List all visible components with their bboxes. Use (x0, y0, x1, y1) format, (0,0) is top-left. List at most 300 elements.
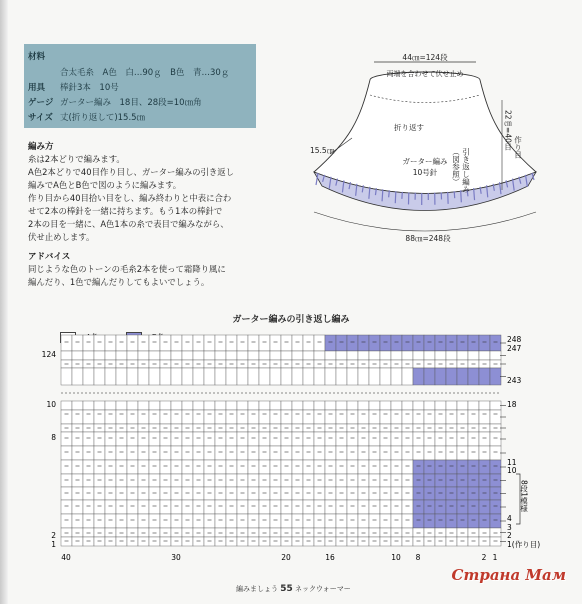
chart-cell (259, 368, 270, 385)
chart-cell (292, 401, 303, 410)
chart-cell (424, 335, 435, 351)
chart-cell (61, 500, 72, 514)
chart-cell (468, 401, 479, 410)
chart-cell (435, 410, 446, 424)
chart-cell (336, 528, 347, 537)
chart-cell (325, 528, 336, 537)
materials-size: サイズ 丈(折り返して)15.5㎝ (28, 113, 146, 123)
chart-cell (358, 487, 369, 500)
chart-cell (94, 500, 105, 514)
chart-cell (336, 335, 347, 351)
chart-cell (127, 446, 138, 460)
chart-cell (446, 460, 457, 474)
chart-cell (105, 514, 116, 528)
chart-cell (457, 351, 468, 360)
chart-cell (94, 432, 105, 446)
chart-cell (380, 351, 391, 360)
method-line: 作り目から40目拾い目をし、編み終わりと中表に合わ (28, 193, 232, 203)
column-number: 30 (171, 553, 181, 562)
chart-cell (61, 487, 72, 500)
chart-cell (116, 528, 127, 537)
chart-cell (435, 460, 446, 474)
chart-cell (446, 514, 457, 528)
fold-label: 折り返す (394, 123, 424, 132)
chart-cell (391, 537, 402, 546)
chart-cell (193, 401, 204, 410)
chart-cell (413, 487, 424, 500)
column-number: 20 (281, 553, 291, 562)
chart-cell (281, 460, 292, 474)
chart-cell (193, 514, 204, 528)
chart-cell (446, 410, 457, 424)
chart-cell (149, 474, 160, 487)
chart-cell (171, 537, 182, 546)
right-cast-on-label: 作り目 (513, 136, 523, 159)
right-dimension-label: 22㎝=40目 (503, 110, 513, 151)
chart-cell (83, 368, 94, 385)
chart-cell (94, 351, 105, 360)
chart-cell (138, 446, 149, 460)
chart-cell (94, 487, 105, 500)
row-number-right: 247 (507, 344, 522, 353)
chart-cell (292, 528, 303, 537)
chart-cell (402, 514, 413, 528)
chart-cell (314, 351, 325, 360)
method-line: 伏せ止めします。 (28, 232, 95, 242)
chart-cell (270, 432, 281, 446)
chart-cell (479, 514, 490, 528)
chart-cell (248, 514, 259, 528)
chart-cell (248, 351, 259, 360)
chart-cell (413, 500, 424, 514)
chart-cell (391, 460, 402, 474)
chart-cell (138, 335, 149, 351)
chart-cell (347, 351, 358, 360)
chart-cell (358, 474, 369, 487)
chart-cell (127, 474, 138, 487)
chart-cell (292, 474, 303, 487)
chart-cell (171, 351, 182, 360)
chart-cell (171, 528, 182, 537)
chart-cell (226, 528, 237, 537)
chart-cell (424, 514, 435, 528)
chart-cell (303, 460, 314, 474)
chart-cell (435, 537, 446, 546)
chart-cell (325, 368, 336, 385)
chart-cell (303, 351, 314, 360)
chart-cell (435, 474, 446, 487)
chart-cell (358, 500, 369, 514)
row-number-left: 2 (51, 531, 56, 540)
chart-cell (479, 474, 490, 487)
chart-cell (369, 410, 380, 424)
chart-cell (116, 368, 127, 385)
chart-cell (237, 410, 248, 424)
chart-cell (149, 537, 160, 546)
row-number-right: 18 (507, 400, 517, 409)
chart-cell (204, 487, 215, 500)
chart-title: ガーター編みの引き返し編み (232, 315, 350, 325)
chart-cell (457, 460, 468, 474)
chart-cell (413, 446, 424, 460)
chart-cell (259, 446, 270, 460)
chart-cell (270, 351, 281, 360)
chart-cell (281, 368, 292, 385)
chart-cell (259, 432, 270, 446)
chart-cell (149, 335, 160, 351)
chart-cell (336, 410, 347, 424)
chart-cell (325, 460, 336, 474)
chart-cell (83, 335, 94, 351)
chart-cell (193, 368, 204, 385)
chart-cell (402, 410, 413, 424)
chart-cell (215, 528, 226, 537)
column-number: 16 (325, 553, 335, 562)
chart-cell (490, 351, 501, 360)
chart-cell (457, 514, 468, 528)
chart-cell (171, 487, 182, 500)
chart-cell (457, 410, 468, 424)
chart-cell (314, 514, 325, 528)
chart-cell (347, 446, 358, 460)
chart-cell (237, 446, 248, 460)
chart-cell (281, 528, 292, 537)
chart-cell (204, 446, 215, 460)
chart-cell (83, 446, 94, 460)
chart-cell (325, 401, 336, 410)
chart-cell (160, 432, 171, 446)
chart-cell (446, 487, 457, 500)
chart-cell (248, 500, 259, 514)
chart-cell (479, 487, 490, 500)
chart-cell (160, 368, 171, 385)
chart-cell (127, 537, 138, 546)
chart-cell (204, 335, 215, 351)
chart-cell (270, 368, 281, 385)
chart-cell (204, 432, 215, 446)
chart-cell (204, 368, 215, 385)
chart-cell (424, 537, 435, 546)
chart-cell (160, 335, 171, 351)
chart-cell (72, 368, 83, 385)
chart-cell (281, 474, 292, 487)
chart-cell (424, 351, 435, 360)
chart-cell (270, 474, 281, 487)
chart-cell (204, 410, 215, 424)
chart-cell (369, 487, 380, 500)
chart-cell (358, 528, 369, 537)
center-stitch-label: ガーター編み (402, 157, 448, 166)
chart-cell (61, 432, 72, 446)
chart-cell (171, 460, 182, 474)
chart-cell (490, 537, 501, 546)
chart-cell (83, 487, 94, 500)
hem-stripe (395, 191, 396, 203)
chart-cell (292, 487, 303, 500)
chart-cell (479, 368, 490, 385)
chart-cell (116, 432, 127, 446)
chart-cell (446, 351, 457, 360)
chart-cell (171, 500, 182, 514)
chart-cell (446, 335, 457, 351)
chart-cell (259, 500, 270, 514)
chart-cell (435, 514, 446, 528)
needle-label: 10号針 (412, 168, 438, 177)
chart-cell (336, 487, 347, 500)
chart-cell (424, 500, 435, 514)
chart-cell (391, 401, 402, 410)
chart-cell (490, 474, 501, 487)
chart-cell (424, 401, 435, 410)
chart-cell (105, 432, 116, 446)
chart-cell (226, 410, 237, 424)
chart-cell (149, 446, 160, 460)
row-number-right: 10 (507, 466, 517, 475)
hem-stripe (382, 189, 383, 201)
method-title: 編み方 (28, 142, 54, 152)
chart-cell (105, 351, 116, 360)
chart-cell (193, 460, 204, 474)
chart-cell (248, 432, 259, 446)
row-number-right: 1(作り目) (507, 540, 541, 549)
chart-cell (105, 446, 116, 460)
chart-cell (402, 528, 413, 537)
materials-gauge: ゲージ ガーター編み 18目、28段=10㎝角 (28, 98, 202, 108)
chart-cell (149, 514, 160, 528)
chart-cell (369, 401, 380, 410)
chart-cell (446, 528, 457, 537)
chart-cell (446, 446, 457, 460)
chart-cell (204, 351, 215, 360)
row-number-right: 248 (507, 335, 522, 344)
chart-cell (83, 528, 94, 537)
chart-cell (347, 460, 358, 474)
chart-cell (94, 446, 105, 460)
chart-cell (402, 368, 413, 385)
chart-cell (215, 432, 226, 446)
method-line: せて2本の棒針を一緒に持ちます。もう1本の棒針で (28, 206, 223, 216)
chart-cell (281, 401, 292, 410)
chart-cell (182, 368, 193, 385)
chart-cell (402, 474, 413, 487)
chart-cell (259, 351, 270, 360)
materials-yarn: 合太毛糸 A色 白…90ｇ B色 青…30ｇ (60, 68, 230, 78)
chart-cell (413, 410, 424, 424)
row-number-left: 10 (46, 400, 56, 409)
chart-cell (391, 446, 402, 460)
chart-cell (424, 410, 435, 424)
chart-cell (358, 460, 369, 474)
chart-cell (193, 351, 204, 360)
chart-cell (127, 335, 138, 351)
hem-stripe (389, 190, 390, 197)
chart-cell (391, 410, 402, 424)
chart-cell (72, 537, 83, 546)
chart-cell (171, 514, 182, 528)
chart-cell (182, 528, 193, 537)
chart-cell (292, 460, 303, 474)
row-number-left: 1 (51, 540, 56, 549)
chart-cell (358, 351, 369, 360)
chart-cell (127, 460, 138, 474)
chart-cell (270, 528, 281, 537)
chart-cell (105, 335, 116, 351)
chart-cell (490, 368, 501, 385)
chart-cell (138, 432, 149, 446)
repeat-label: 8段1模様 (519, 480, 529, 513)
chart-cell (358, 335, 369, 351)
chart-cell (391, 474, 402, 487)
column-number: 8 (415, 553, 421, 562)
chart-cell (347, 368, 358, 385)
chart-cell (226, 446, 237, 460)
chart-cell (336, 537, 347, 546)
chart-cell (314, 460, 325, 474)
advice-line: 同じような色のトーンの毛糸2本を使って霜降り風に (28, 264, 226, 274)
chart-cell (413, 351, 424, 360)
chart-cell (215, 487, 226, 500)
site-watermark: Страна Мам (451, 566, 566, 584)
chart-cell (435, 487, 446, 500)
chart-cell (490, 460, 501, 474)
chart-cell (237, 528, 248, 537)
chart-cell (116, 514, 127, 528)
chart-cell (281, 446, 292, 460)
chart-cell (369, 500, 380, 514)
chart-cell (226, 401, 237, 410)
chart-cell (193, 500, 204, 514)
chart-cell (281, 335, 292, 351)
chart-cell (314, 528, 325, 537)
chart-cell (72, 474, 83, 487)
chart-cell (83, 474, 94, 487)
chart-cell (468, 446, 479, 460)
chart-cell (281, 537, 292, 546)
chart-cell (83, 410, 94, 424)
chart-cell (171, 368, 182, 385)
chart-cell (347, 401, 358, 410)
chart-cell (424, 528, 435, 537)
chart-cell (149, 401, 160, 410)
chart-cell (490, 335, 501, 351)
chart-cell (149, 487, 160, 500)
chart-cell (424, 432, 435, 446)
chart-cell (325, 500, 336, 514)
top-note-label: 両端を合わせて伏せ止め (386, 70, 464, 78)
chart-cell (83, 537, 94, 546)
chart-cell (270, 335, 281, 351)
chart-cell (215, 401, 226, 410)
chart-cell (468, 474, 479, 487)
chart-cell (303, 410, 314, 424)
chart-cell (369, 351, 380, 360)
chart-cell (479, 432, 490, 446)
chart-cell (160, 460, 171, 474)
chart-cell (215, 368, 226, 385)
chart-cell (358, 432, 369, 446)
chart-cell (479, 335, 490, 351)
chart-cell (435, 528, 446, 537)
chart-cell (314, 432, 325, 446)
advice-title: アドバイス (28, 252, 71, 262)
chart-cell (248, 401, 259, 410)
chart-cell (61, 335, 72, 351)
chart-cell (116, 474, 127, 487)
chart-cell (270, 500, 281, 514)
chart-cell (490, 401, 501, 410)
chart-cell (303, 432, 314, 446)
chart-cell (193, 410, 204, 424)
chart-cell (490, 514, 501, 528)
chart-cell (325, 351, 336, 360)
chart-cell (94, 514, 105, 528)
chart-cell (270, 537, 281, 546)
chart-cell (314, 487, 325, 500)
chart-cell (72, 460, 83, 474)
chart-cell (138, 401, 149, 410)
chart-cell (270, 446, 281, 460)
chart-cell (325, 410, 336, 424)
chart-cell (248, 410, 259, 424)
chart-cell (116, 537, 127, 546)
chart-cell (435, 368, 446, 385)
chart-cell (314, 401, 325, 410)
chart-cell (281, 487, 292, 500)
chart-cell (237, 500, 248, 514)
chart-cell (435, 446, 446, 460)
chart-cell (314, 474, 325, 487)
chart-cell (468, 537, 479, 546)
chart-cell (226, 500, 237, 514)
chart-cell (138, 460, 149, 474)
chart-cell (237, 514, 248, 528)
chart-cell (182, 335, 193, 351)
hem-stripe (454, 191, 455, 198)
chart-cell (127, 401, 138, 410)
chart-cell (215, 410, 226, 424)
chart-cell (193, 528, 204, 537)
chart-cell (149, 500, 160, 514)
chart-cell (292, 335, 303, 351)
chart-cell (94, 335, 105, 351)
chart-cell (468, 432, 479, 446)
top-width-label: 44㎝=124段 (402, 53, 448, 62)
chart-cell (259, 335, 270, 351)
chart-cell (336, 514, 347, 528)
chart-cell (413, 474, 424, 487)
chart-cell (292, 368, 303, 385)
chart-cell (468, 487, 479, 500)
chart-cell (369, 335, 380, 351)
chart-cell (391, 351, 402, 360)
chart-cell (380, 537, 391, 546)
chart-cell (226, 474, 237, 487)
chart-cell (226, 460, 237, 474)
chart-cell (237, 432, 248, 446)
chart-cell (292, 514, 303, 528)
chart-cell (435, 500, 446, 514)
chart-cell (248, 335, 259, 351)
chart-cell (391, 432, 402, 446)
chart-cell (259, 410, 270, 424)
chart-cell (160, 446, 171, 460)
chart-cell (94, 368, 105, 385)
chart-cell (127, 351, 138, 360)
chart-cell (303, 335, 314, 351)
chart-cell (138, 351, 149, 360)
chart-cell (72, 351, 83, 360)
chart-cell (391, 335, 402, 351)
